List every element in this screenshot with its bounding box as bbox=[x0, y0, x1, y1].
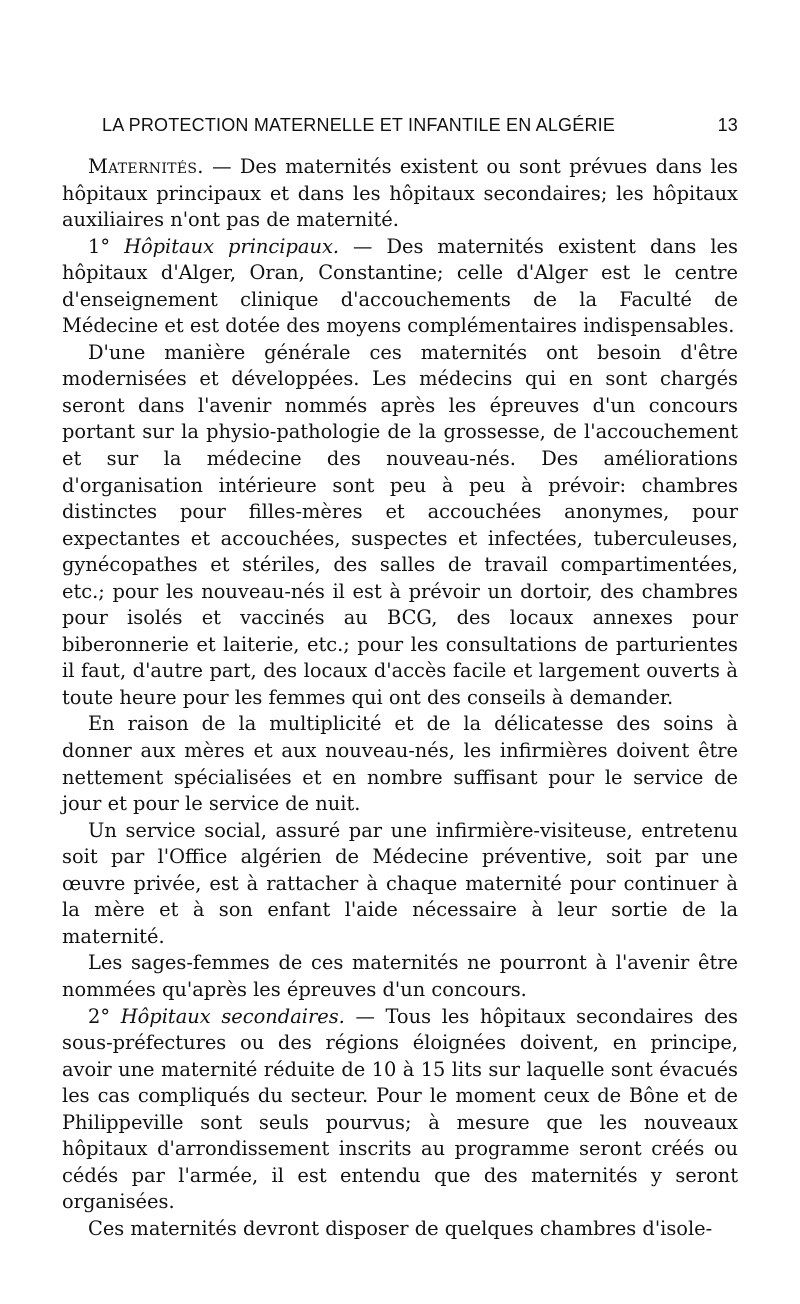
item-number: 2° bbox=[88, 1004, 111, 1028]
paragraph-infirmieres: En raison de la multiplicité et de la délicatesse des soins à donner aux mères et aux nouveau-nés, les infirmières doivent être nettement spécialisées et en nombre suffisant pour le service de jour et pour le service de nuit. bbox=[62, 712, 738, 816]
paragraph-sages-femmes: Les sages-femmes de ces maternités ne pourront à l'avenir être nommées qu'après les épreuves d'un concours. bbox=[62, 951, 738, 1001]
paragraph-hopitaux-principaux bbox=[62, 234, 738, 340]
paragraph-text: — Des maternités existent dans les hôpitaux d'Alger, Oran, Constantine; celle d'Alger est le centre d'enseignement clinique d'accouchements de la Faculté de Médecine et est dotée des moyens complémentaires indispensables. bbox=[62, 234, 738, 338]
item-heading: Hôpitaux principaux. bbox=[124, 234, 340, 258]
running-header bbox=[62, 108, 738, 142]
body-text bbox=[62, 154, 738, 1242]
section-lead: Maternités. bbox=[88, 155, 204, 178]
item-number: 1° bbox=[88, 234, 111, 258]
paragraph-text: — Des maternités existent ou sont prévues dans les hôpitaux principaux et dans les hôpitaux secondaires; les hôpitaux auxiliaires n'ont pas de maternité. bbox=[62, 155, 738, 232]
paragraph-service-social: Un service social, assuré par une infirmière-visiteuse, entretenu soit par l'Office algérien de Médecine préventive, soit par une œuvre privée, est à rattacher à chaque maternité pour continuer à la mère et à son enfant l'aide nécessaire à leur sortie de la maternité. bbox=[62, 818, 738, 948]
paragraph-hopitaux-secondaires bbox=[62, 1004, 738, 1216]
paragraph-maternites bbox=[62, 154, 738, 234]
running-title: LA PROTECTION MATERNELLE ET INFANTILE EN ALGÉRIE bbox=[102, 115, 616, 135]
paragraph-text: — Tous les hôpitaux secondaires des sous-préfectures ou des régions éloignées doivent, en principe, avoir une maternité réduite de 10 à 15 lits sur laquelle sont évacués les cas compliqués du secteur. Pour le moment ceux de Bône et de Philippeville sont seuls pourvus; à mesure que les nouveaux hôpitaux d'arrondissement inscrits au programme seront créés ou cédés par l'armée, il est entendu que des maternités y seront organisées. bbox=[62, 1004, 738, 1214]
paragraph-isolement: Ces maternités devront disposer de quelques chambres d'isole- bbox=[88, 1216, 713, 1240]
page-number: 13 bbox=[717, 115, 738, 135]
item-heading: Hôpitaux secondaires. bbox=[120, 1004, 345, 1028]
paragraph-modernisation: D'une manière générale ces maternités ont besoin d'être modernisées et développées. Les médecins qui en sont chargés seront dans l'avenir nommés après les épreuves d'un concours portant sur la physio-pathologie de la grossesse, de l'accouchement et sur la médecine des nouveau-nés. Des améliorations d'organisation intérieure sont peu à peu à prévoir: chambres distinctes pour filles-mères et accouchées anonymes, pour expectantes et accouchées, suspectes et infectées, tuberculeuses, gynécopathes et stériles, des salles de travail compartimentées, etc.; pour les nouveau-nés il est à prévoir un dortoir, des chambres pour isolés et vaccinés au BCG, des locaux annexes pour biberonnerie et laiterie, etc.; pour les consultations de parturientes il faut, d'autre part, des locaux d'accès facile et largement ouverts à toute heure pour les femmes qui ont des conseils à demander. bbox=[62, 340, 738, 709]
